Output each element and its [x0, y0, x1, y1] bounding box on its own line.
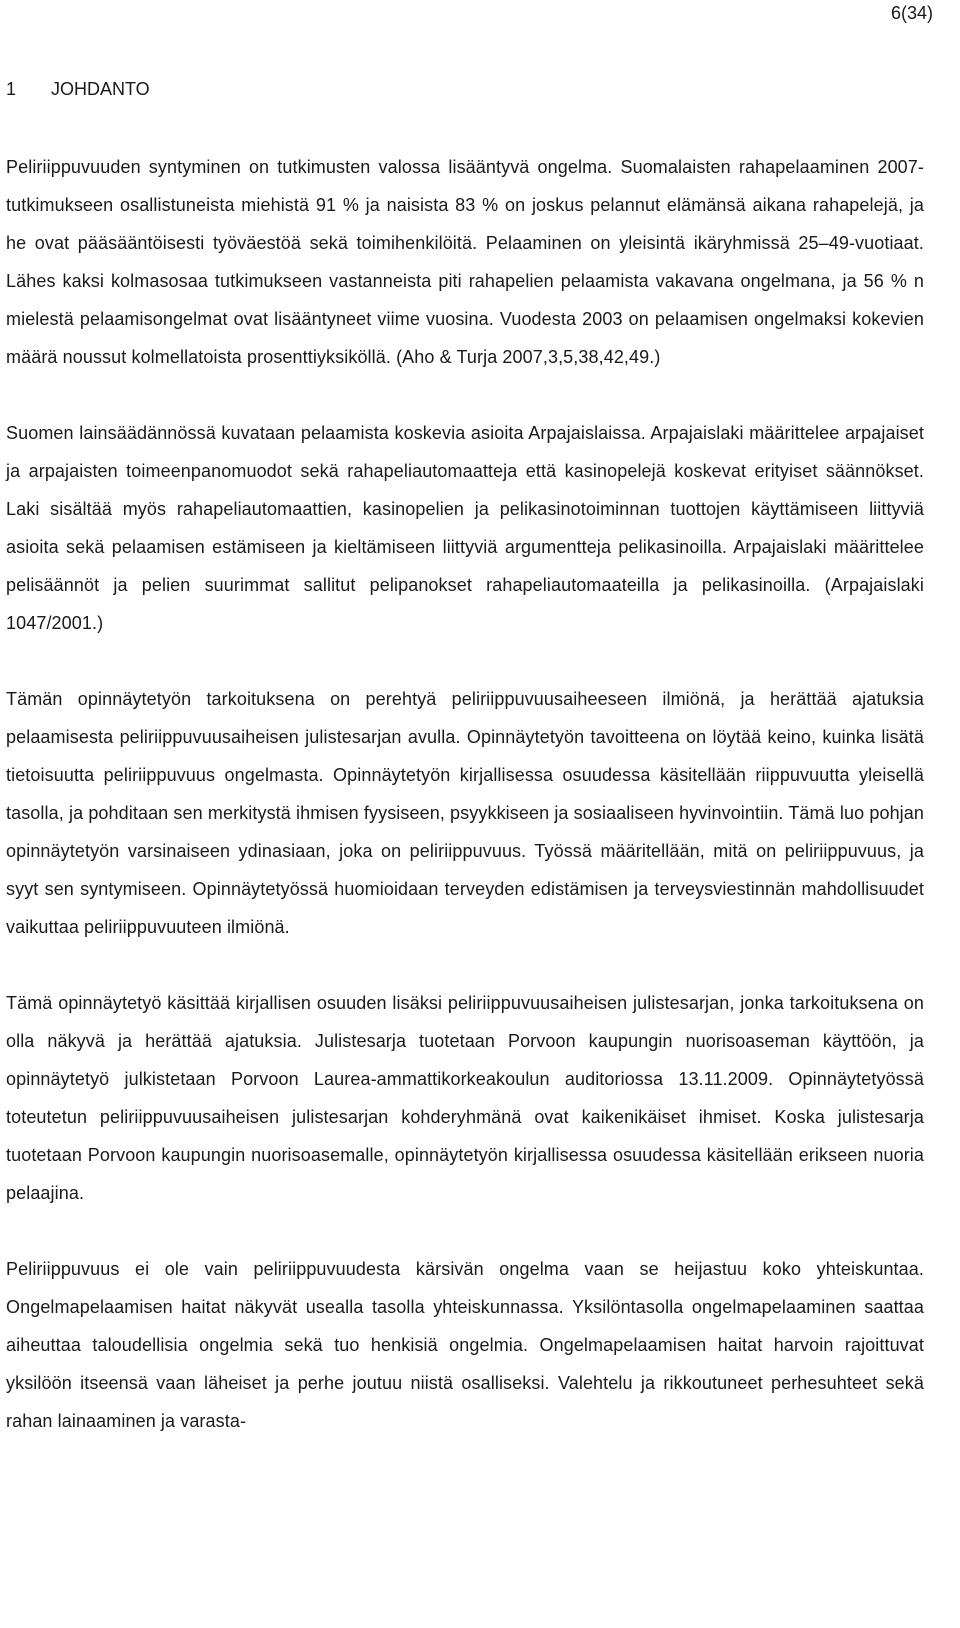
chapter-heading: [6, 78, 150, 100]
chapter-title: JOHDANTO: [51, 79, 150, 99]
paragraph-intro: Peliriippuvuuden syntyminen on tutkimusten valossa lisääntyvä ongelma. Suomalaisten rahapelaaminen 2007- tutkimukseen osallistuneista miehistä 91 % ja naisista 83 % on joskus pelannut elämänsä aikana rahapelejä, ja he ovat pääsääntöisesti työväestöä sekä toimihenkilöitä. Pelaaminen on yleisintä ikäryhmissä 25–49-vuotiaat. Lähes kaksi kolmasosaa tutkimukseen vastanneista piti rahapelien pelaamista vakavana ongelmana, ja 56 % n mielestä pelaamisongelmat ovat lisääntyneet viime vuosina. Vuodesta 2003 on pelaamisen ongelmaksi kokevien määrä noussut kolmellatoista prosenttiyksiköllä. (Aho & Turja 2007,3,5,38,42,49.): [6, 157, 924, 367]
chapter-number: 1: [6, 79, 17, 99]
body-text: [6, 148, 924, 1440]
paragraph-purpose: Tämän opinnäytetyön tarkoituksena on perehtyä peliriippuvuusaiheeseen ilmiönä, ja herättää ajatuksia pelaamisesta peliriippuvuusaiheisen julistesarjan avulla. Opinnäytetyön tavoitteena on löytää keino, kuinka lisätä tietoisuutta peliriippuvuus ongelmasta. Opinnäytetyön kirjallisessa osuudessa käsitellään riippuvuutta yleisellä tasolla, ja pohditaan sen merkitystä ihmisen fyysiseen, psyykkiseen ja sosiaaliseen hyvinvointiin. Tämä luo pohjan opinnäytetyön varsinaiseen ydinasiaan, joka on peliriippuvuus. Työssä määritellään, mitä on peliriippuvuus, ja syyt sen syntymiseen. Opinnäytetyössä huomioidaan terveyden edistämisen ja terveysviestinnän mahdollisuudet vaikuttaa peliriippuvuuteen ilmiönä.: [6, 689, 924, 937]
paragraph-legislation: Suomen lainsäädännössä kuvataan pelaamista koskevia asioita Arpajaislaissa. Arpajaislaki määrittelee arpajaiset ja arpajaisten toimeenpanomuodot sekä rahapeliautomaatteja että kasinopelejä koskevat erityiset säännökset. Laki sisältää myös rahapeliautomaattien, kasinopelien ja pelikasinotoiminnan tuottojen käyttämiseen liittyviä asioita sekä pelaamisen estämiseen ja kieltämiseen liittyviä argumentteja pelikasinoilla. Arpajaislaki määrittelee pelisäännöt ja pelien suurimmat sallitut pelipanokset rahapeliautomaateilla ja pelikasinoilla. (Arpajaislaki 1047/2001.): [6, 423, 924, 633]
paragraph-poster-series: Tämä opinnäytetyö käsittää kirjallisen osuuden lisäksi peliriippuvuusaiheisen julistesarjan, jonka tarkoituksena on olla näkyvä ja herättää ajatuksia. Julistesarja tuotetaan Porvoon kaupungin nuorisoaseman käyttöön, ja opinnäytetyö julkistetaan Porvoon Laurea-ammattikorkeakoulun auditoriossa 13.11.2009. Opinnäytetyössä toteutetun peliriippuvuusaiheisen julistesarjan kohderyhmänä ovat kaikenikäiset ihmiset. Koska julistesarja tuotetaan Porvoon kaupungin nuorisoasemalle, opinnäytetyön kirjallisessa osuudessa käsitellään erikseen nuoria pelaajina.: [6, 993, 924, 1203]
page-number: 6(34): [890, 3, 933, 23]
paragraph-societal-impact: Peliriippuvuus ei ole vain peliriippuvuudesta kärsivän ongelma vaan se heijastuu koko yhteiskuntaa. Ongelmapelaamisen haitat näkyvät usealla tasolla yhteiskunnassa. Yksilöntasolla ongelmapelaaminen saattaa aiheuttaa taloudellisia ongelmia sekä tuo henkisiä ongelmia. Ongelmapelaamisen haitat harvoin rajoittuvat yksilöön itseensä vaan läheiset ja perhe joutuu niistä osalliseksi. Valehtelu ja rikkoutuneet perhesuhteet sekä rahan lainaaminen ja varasta-: [6, 1259, 924, 1431]
